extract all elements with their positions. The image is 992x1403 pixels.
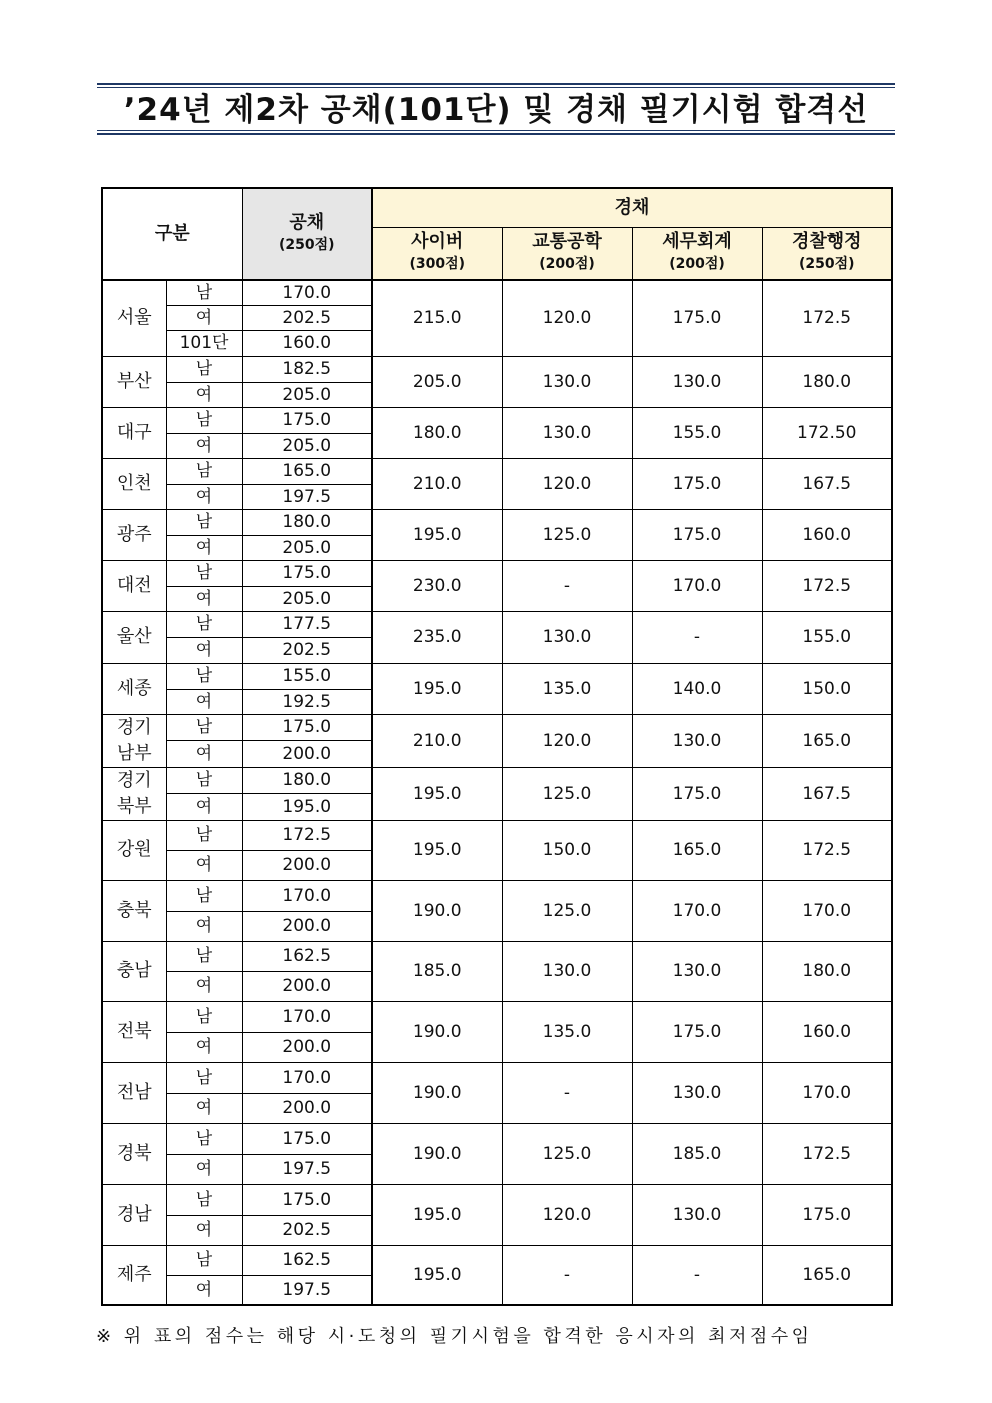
gender-cell: 남 — [166, 767, 242, 794]
gyeongchae-score: 125.0 — [502, 767, 632, 820]
gyeongchae-score: 172.5 — [762, 1123, 892, 1184]
gyeongchae-score: 165.0 — [632, 820, 762, 880]
gyeongchae-score: 125.0 — [502, 880, 632, 941]
gyeongchae-score: 125.0 — [502, 1123, 632, 1184]
gongchae-score: 172.5 — [242, 820, 372, 850]
gyeongchae-score: - — [632, 611, 762, 663]
title-bottom-rule — [97, 133, 895, 135]
table-body — [102, 280, 892, 1305]
gender-cell: 여 — [166, 911, 242, 941]
gender-cell: 남 — [166, 407, 242, 433]
gyeongchae-score: 160.0 — [762, 509, 892, 560]
gyeongchae-score: 130.0 — [632, 1062, 762, 1123]
gongchae-score: 202.5 — [242, 637, 372, 663]
gongchae-score: 197.5 — [242, 484, 372, 509]
gyeongchae-score: 175.0 — [632, 458, 762, 509]
gender-cell: 남 — [166, 941, 242, 971]
gyeongchae-score: 190.0 — [372, 880, 502, 941]
gyeongchae-score: 170.0 — [632, 880, 762, 941]
gender-cell: 남 — [166, 560, 242, 586]
gyeongchae-score: 185.0 — [372, 941, 502, 1001]
gyeongchae-score: 195.0 — [372, 663, 502, 714]
gender-cell: 남 — [166, 820, 242, 850]
gongchae-score: 205.0 — [242, 382, 372, 407]
gyeongchae-score: 175.0 — [632, 767, 762, 820]
gender-cell: 여 — [166, 484, 242, 509]
gender-cell: 남 — [166, 663, 242, 689]
gyeongchae-score: 167.5 — [762, 767, 892, 820]
header-gongchae — [242, 188, 372, 280]
region-name: 전남 — [102, 1062, 166, 1123]
region-name: 제주 — [102, 1245, 166, 1305]
gender-cell: 남 — [166, 714, 242, 741]
gongchae-score: 205.0 — [242, 535, 372, 560]
header-gubun: 구분 — [102, 188, 242, 280]
footnote: ※ 위 표의 점수는 해당 시·도청의 필기시험을 합격한 응시자의 최저점수임 — [96, 1326, 813, 1347]
region-name: 강원 — [102, 820, 166, 880]
gongchae-score: 192.5 — [242, 689, 372, 714]
region-name: 울산 — [102, 611, 166, 663]
region-name: 충남 — [102, 941, 166, 1001]
gyeongchae-score: 175.0 — [632, 280, 762, 356]
gyeongchae-score: 130.0 — [502, 611, 632, 663]
region-name: 경기 북부 — [102, 767, 166, 820]
header-column-points: (200점) — [539, 256, 595, 273]
gender-cell: 여 — [166, 535, 242, 560]
gongchae-score: 182.5 — [242, 356, 372, 382]
table-row — [102, 820, 892, 850]
gongchae-score: 175.0 — [242, 560, 372, 586]
gyeongchae-score: 130.0 — [632, 941, 762, 1001]
region-name: 충북 — [102, 880, 166, 941]
gyeongchae-score: 160.0 — [762, 1001, 892, 1062]
header-column — [632, 227, 762, 280]
gongchae-score: 205.0 — [242, 586, 372, 611]
header-column-label: 세무회계 — [662, 231, 732, 253]
gongchae-score: 202.5 — [242, 305, 372, 330]
title-top-rule-thin — [97, 87, 895, 88]
gyeongchae-score: 235.0 — [372, 611, 502, 663]
gyeongchae-score: 185.0 — [632, 1123, 762, 1184]
gyeongchae-score: 190.0 — [372, 1062, 502, 1123]
gongchae-score: 170.0 — [242, 1062, 372, 1093]
gongchae-score: 200.0 — [242, 911, 372, 941]
gyeongchae-score: 130.0 — [502, 356, 632, 407]
table-row — [102, 663, 892, 689]
gyeongchae-score: 205.0 — [372, 356, 502, 407]
gyeongchae-score: 190.0 — [372, 1123, 502, 1184]
gyeongchae-score: 215.0 — [372, 280, 502, 356]
gongchae-score: 202.5 — [242, 1215, 372, 1245]
table-row — [102, 509, 892, 535]
region-name: 경남 — [102, 1184, 166, 1245]
gender-cell: 남 — [166, 1001, 242, 1032]
gyeongchae-score: - — [502, 1062, 632, 1123]
header-column-label: 교통공학 — [532, 231, 602, 253]
region-name: 전북 — [102, 1001, 166, 1062]
table-row — [102, 880, 892, 911]
gyeongchae-score: 155.0 — [762, 611, 892, 663]
table-row — [102, 407, 892, 433]
region-name: 광주 — [102, 509, 166, 560]
gyeongchae-score: 130.0 — [632, 356, 762, 407]
gender-cell: 101단 — [166, 330, 242, 356]
gyeongchae-score: 175.0 — [632, 509, 762, 560]
gongchae-score: 165.0 — [242, 458, 372, 484]
gyeongchae-score: 125.0 — [502, 509, 632, 560]
header-gongchae-label: 공채 — [289, 212, 325, 233]
gender-cell: 남 — [166, 880, 242, 911]
gender-cell: 여 — [166, 1275, 242, 1305]
header-column — [502, 227, 632, 280]
gyeongchae-score: 172.5 — [762, 820, 892, 880]
gyeongchae-score: 170.0 — [762, 880, 892, 941]
gyeongchae-score: 170.0 — [762, 1062, 892, 1123]
title-block — [97, 83, 895, 137]
header-column-label: 경찰행정 — [791, 231, 862, 253]
gongchae-score: 205.0 — [242, 433, 372, 458]
gyeongchae-score: 135.0 — [502, 1001, 632, 1062]
table-row — [102, 280, 892, 305]
gender-cell: 남 — [166, 1184, 242, 1215]
gender-cell: 남 — [166, 1245, 242, 1275]
gender-cell: 여 — [166, 1154, 242, 1184]
gongchae-score: 177.5 — [242, 611, 372, 637]
gongchae-score: 180.0 — [242, 767, 372, 794]
table-row — [102, 767, 892, 794]
gyeongchae-score: 120.0 — [502, 280, 632, 356]
gongchae-score: 162.5 — [242, 941, 372, 971]
gender-cell: 남 — [166, 611, 242, 637]
gongchae-score: 180.0 — [242, 509, 372, 535]
header-column — [372, 227, 502, 280]
region-name: 대전 — [102, 560, 166, 611]
gongchae-score: 175.0 — [242, 1184, 372, 1215]
gender-cell: 여 — [166, 382, 242, 407]
gyeongchae-score: - — [502, 560, 632, 611]
gyeongchae-score: 165.0 — [762, 1245, 892, 1305]
gender-cell: 여 — [166, 794, 242, 821]
gender-cell: 여 — [166, 586, 242, 611]
gyeongchae-score: 130.0 — [632, 1184, 762, 1245]
gender-cell: 남 — [166, 280, 242, 305]
gongchae-score: 175.0 — [242, 1123, 372, 1154]
gongchae-score: 200.0 — [242, 850, 372, 880]
gongchae-score: 160.0 — [242, 330, 372, 356]
gyeongchae-score: 195.0 — [372, 1184, 502, 1245]
gongchae-score: 200.0 — [242, 741, 372, 768]
gender-cell: 남 — [166, 458, 242, 484]
gender-cell: 남 — [166, 1062, 242, 1093]
gender-cell: 남 — [166, 1123, 242, 1154]
region-name: 부산 — [102, 356, 166, 407]
gyeongchae-score: 172.5 — [762, 560, 892, 611]
table-row — [102, 1245, 892, 1275]
gender-cell: 여 — [166, 741, 242, 768]
gender-cell: 여 — [166, 637, 242, 663]
gyeongchae-score: 190.0 — [372, 1001, 502, 1062]
gongchae-score: 200.0 — [242, 1093, 372, 1123]
title-bottom-rule-thin — [97, 130, 895, 131]
gongchae-score: 170.0 — [242, 280, 372, 305]
header-gyeongchae: 경채 — [372, 188, 892, 227]
table-row — [102, 1123, 892, 1154]
gyeongchae-score: 135.0 — [502, 663, 632, 714]
gyeongchae-score: 130.0 — [502, 407, 632, 458]
region-name: 경북 — [102, 1123, 166, 1184]
region-name: 경기 남부 — [102, 714, 166, 767]
page-title: ’24년 제2차 공채(101단) 및 경채 필기시험 합격선 — [123, 92, 869, 128]
table-row — [102, 1062, 892, 1093]
gender-cell: 여 — [166, 1093, 242, 1123]
region-name: 대구 — [102, 407, 166, 458]
gyeongchae-score: 195.0 — [372, 1245, 502, 1305]
header-column — [762, 227, 892, 280]
gyeongchae-score: 180.0 — [762, 941, 892, 1001]
gyeongchae-score: 210.0 — [372, 458, 502, 509]
gyeongchae-score: 195.0 — [372, 820, 502, 880]
table-row — [102, 1001, 892, 1032]
gender-cell: 여 — [166, 971, 242, 1001]
table-row — [102, 941, 892, 971]
gongchae-score: 175.0 — [242, 714, 372, 741]
table-row — [102, 1184, 892, 1215]
gongchae-score: 200.0 — [242, 971, 372, 1001]
gyeongchae-score: 130.0 — [502, 941, 632, 1001]
gyeongchae-score: 155.0 — [632, 407, 762, 458]
header-column-points: (250점) — [798, 256, 855, 273]
gongchae-score: 170.0 — [242, 880, 372, 911]
gyeongchae-score: 140.0 — [632, 663, 762, 714]
gongchae-score: 195.0 — [242, 794, 372, 821]
table-row — [102, 611, 892, 637]
region-name: 서울 — [102, 280, 166, 356]
gongchae-score: 162.5 — [242, 1245, 372, 1275]
gyeongchae-score: 170.0 — [632, 560, 762, 611]
gender-cell: 여 — [166, 850, 242, 880]
gender-cell: 여 — [166, 1215, 242, 1245]
gender-cell: 여 — [166, 1032, 242, 1062]
header-gongchae-points: (250점) — [278, 237, 335, 253]
gongchae-score: 200.0 — [242, 1032, 372, 1062]
gender-cell: 여 — [166, 305, 242, 330]
region-name: 세종 — [102, 663, 166, 714]
gyeongchae-score: 120.0 — [502, 1184, 632, 1245]
gongchae-score: 197.5 — [242, 1154, 372, 1184]
gyeongchae-score: - — [502, 1245, 632, 1305]
table-row — [102, 714, 892, 741]
gyeongchae-score: 210.0 — [372, 714, 502, 767]
gyeongchae-score: 150.0 — [762, 663, 892, 714]
gyeongchae-score: 180.0 — [762, 356, 892, 407]
header-column-label: 사이버 — [411, 231, 464, 253]
gyeongchae-score: 230.0 — [372, 560, 502, 611]
gyeongchae-score: 130.0 — [632, 714, 762, 767]
gender-cell: 남 — [166, 509, 242, 535]
gender-cell: 여 — [166, 689, 242, 714]
gongchae-score: 197.5 — [242, 1275, 372, 1305]
header-column-points: (200점) — [669, 256, 725, 273]
gyeongchae-score: 165.0 — [762, 714, 892, 767]
gender-cell: 여 — [166, 433, 242, 458]
gender-cell: 남 — [166, 356, 242, 382]
gyeongchae-score: 120.0 — [502, 714, 632, 767]
region-name: 인천 — [102, 458, 166, 509]
table-row — [102, 560, 892, 586]
gyeongchae-score: 180.0 — [372, 407, 502, 458]
gyeongchae-score: 167.5 — [762, 458, 892, 509]
gyeongchae-score: - — [632, 1245, 762, 1305]
gyeongchae-score: 150.0 — [502, 820, 632, 880]
table-header — [102, 188, 892, 280]
gyeongchae-score: 195.0 — [372, 767, 502, 820]
gongchae-score: 175.0 — [242, 407, 372, 433]
cutoff-score-table — [101, 187, 893, 1306]
gongchae-score: 155.0 — [242, 663, 372, 689]
gongchae-score: 170.0 — [242, 1001, 372, 1032]
gyeongchae-score: 175.0 — [762, 1184, 892, 1245]
gyeongchae-score: 172.5 — [762, 280, 892, 356]
table-row — [102, 458, 892, 484]
table-row — [102, 356, 892, 382]
gyeongchae-score: 120.0 — [502, 458, 632, 509]
header-column-points: (300점) — [409, 256, 466, 273]
gyeongchae-score: 172.50 — [762, 407, 892, 458]
title-top-rule — [97, 83, 895, 85]
gyeongchae-score: 175.0 — [632, 1001, 762, 1062]
gyeongchae-score: 195.0 — [372, 509, 502, 560]
